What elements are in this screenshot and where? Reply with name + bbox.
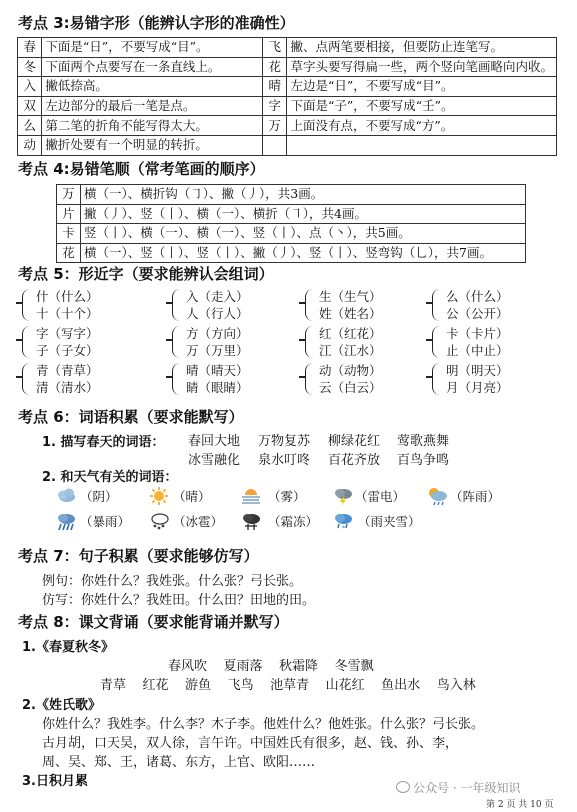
poem-3-title: 3.日积月累 [22,774,88,789]
section-3-heading: 考点 3:易错字形（能辨认字形的准确性） [18,14,295,32]
poem-2-line-1: 你姓什么？我姓李。什么李？木子李。他姓什么？他姓张。什么张？弓长张。 [42,717,485,732]
glyph-row [18,116,557,136]
spring-words-label: 1. 描写春天的词语： [42,435,165,450]
brace-icon [22,363,32,395]
rainstorm-icon [55,511,77,531]
glyph-note: 上面没有点，不要写成“方”。 [287,116,557,136]
similar-char-word: 睛（眼睛） [186,380,249,395]
brace-icon [22,326,32,358]
weather-word: （阵雨） [450,489,501,504]
glyph-char: 么 [18,116,42,136]
stroke-row [57,185,526,205]
poem-1-title: 1.《春夏秋冬》 [22,640,114,655]
svg-text:*: * [342,525,345,531]
hail-icon [148,511,170,531]
brace-icon [172,363,182,395]
similar-char-word: 么（什么） [446,289,509,304]
similar-char-word: 动（动物） [319,363,382,378]
glyph-row [18,135,557,155]
similar-char-word: 什（什么） [36,289,99,304]
glyph-row [18,57,557,77]
frost-icon [240,511,262,531]
easy-mistake-glyph-table [17,37,557,156]
similar-char-word: 字（写字） [36,326,99,341]
stroke-row [57,204,526,224]
glyph-char: 入 [18,77,42,97]
similar-char-pair [305,361,435,397]
glyph-char: 动 [18,135,42,155]
similar-char-pair [172,361,302,397]
similar-char-word: 青（青草） [36,363,99,378]
wechat-icon [396,781,410,793]
glyph-char: 春 [18,38,42,58]
similar-char-word: 十（十个） [36,306,99,321]
poem-1-line-1: 春风吹 夏雨落 秋霜降 冬雪飘 [168,659,374,674]
section-5-heading: 考点 5：形近字（要求能辨认会组词） [18,265,274,283]
similar-char-word: 月（月亮） [446,380,509,395]
example-sentence: 例句：你姓什么？我姓张。什么张？弓长张。 [42,574,303,589]
poem-2-title: 2.《姓氏歌》 [22,698,101,713]
weather-word: （阴） [80,489,118,504]
similar-char-word: 红（红花） [319,326,382,341]
section-4-heading: 考点 4:易错笔顺（常考笔画的顺序） [18,160,265,178]
glyph-note: 下面是“子”，不要写成“壬”。 [287,96,557,116]
glyph-char [263,135,287,155]
stroke-order: 竖（丨）、横（一）、横（一）、竖（丨）、点（丶），共5画。 [81,224,526,244]
brace-icon [432,326,442,358]
glyph-row [18,38,557,58]
glyph-char: 花 [263,57,287,77]
similar-char-word: 公（公开） [446,306,509,321]
similar-char-pair [172,287,302,323]
shower-icon [426,486,448,506]
stroke-char: 卡 [57,224,81,244]
weather-word: （暴雨） [80,514,131,529]
glyph-note: 左边是“日”，不要写成“目”。 [287,77,557,97]
glyph-note [287,135,557,155]
cloudy-icon [55,486,77,506]
similar-char-word: 止（中止） [446,343,509,358]
page-number: 第 2 页 共 10 页 [486,800,554,810]
weather-word: （雨夹雪） [358,514,421,529]
brace-icon [305,289,315,321]
similar-char-pair [22,287,152,323]
glyph-note: 第二笔的折角不能写得太大。 [42,116,263,136]
fog-icon [240,486,262,506]
spring-word: 万物复苏 [258,434,311,449]
stroke-order-table [56,184,526,263]
similar-char-word: 姓（姓名） [319,306,382,321]
stroke-char: 片 [57,204,81,224]
stroke-order: 撇（丿）、竖（丨）、横（一）、横折（㇕），共4画。 [81,204,526,224]
glyph-note: 撇低捺高。 [42,77,263,97]
similar-char-word: 方（方向） [186,326,249,341]
weather-word: （晴） [173,489,211,504]
brace-icon [22,289,32,321]
brace-icon [172,289,182,321]
glyph-char: 晴 [263,77,287,97]
similar-char-word: 生（生气） [319,289,382,304]
glyph-note: 撇折处要有一个明显的转折。 [42,135,263,155]
similar-char-pair [22,324,152,360]
brace-icon [432,363,442,395]
similar-char-word: 江（江水） [319,343,382,358]
similar-char-word: 子（子女） [36,343,99,358]
glyph-char: 飞 [263,38,287,58]
similar-char-pair [305,287,435,323]
glyph-note: 左边部分的最后一笔是点。 [42,96,263,116]
poem-1-line-2: 青草 红花 游鱼 飞鸟 池草青 山花红 鱼出水 鸟入林 [100,678,476,693]
similar-char-pair [22,361,152,397]
spring-word: 百鸟争鸣 [397,453,450,468]
brace-icon [305,363,315,395]
thunder-icon [332,486,354,506]
spring-word: 莺歌燕舞 [397,434,450,449]
section-8-heading: 考点 8：课文背诵（要求能背诵并默写） [18,613,289,631]
stroke-order: 横（一）、横折钩（㇆）、撇（丿），共3画。 [81,185,526,205]
glyph-row [18,77,557,97]
imitation-sentence: 仿写：你姓什么？我姓田。什么田？田地的田。 [42,593,316,608]
glyph-note: 草字头要写得扁一些，两个竖向笔画略向内收。 [287,57,557,77]
spring-word: 冰雪融化 [188,453,241,468]
stroke-row [57,243,526,263]
glyph-char: 冬 [18,57,42,77]
glyph-note: 下面两个点要写在一条直线上。 [42,57,263,77]
similar-char-pair [432,361,562,397]
stroke-row [57,224,526,244]
glyph-note: 下面是“日”，不要写成“目”。 [42,38,263,58]
weather-word: （霜冻） [268,514,319,529]
similar-char-word: 晴（晴天） [186,363,249,378]
sleet-icon [332,511,354,531]
similar-char-word: 卡（卡片） [446,326,509,341]
spring-word: 柳绿花红 [328,434,381,449]
weather-word: （雷电） [355,489,406,504]
similar-char-pair [305,324,435,360]
weather-word: （雾） [268,489,306,504]
glyph-note: 撇、点两笔要相接，但要防止连笔写。 [287,38,557,58]
stroke-order: 横（一）、竖（丨）、竖（丨）、撇（丿）、竖（丨）、竖弯钩（乚），共7画。 [81,243,526,263]
glyph-char: 双 [18,96,42,116]
glyph-row [18,96,557,116]
spring-word: 春回大地 [188,434,241,449]
weather-word: （冰雹） [173,514,224,529]
similar-char-word: 明（明天） [446,363,509,378]
similar-char-pair [172,324,302,360]
glyph-char: 字 [263,96,287,116]
similar-char-word: 清（清水） [36,380,99,395]
spring-word: 百花齐放 [328,453,381,468]
poem-2-line-2: 古月胡，口天吴，双人徐，言午许。中国姓氏有很多，赵、钱、孙、李， [42,736,459,751]
similar-char-word: 入（走入） [186,289,249,304]
brace-icon [432,289,442,321]
wechat-brand-watermark: 公众号 · 一年级知识 [396,779,520,796]
similar-char-pair [432,324,562,360]
similar-char-pair [432,287,562,323]
section-7-heading: 考点 7：句子积累（要求能够仿写） [18,547,259,565]
brace-icon [305,326,315,358]
spring-word: 泉水叮咚 [258,453,311,468]
poem-2-line-3: 周、吴、郑、王，诸葛、东方，上官、欧阳…… [42,755,316,770]
similar-char-word: 万（万里） [186,343,249,358]
brace-icon [172,326,182,358]
similar-char-word: 云（白云） [319,380,382,395]
weather-words-label: 2. 和天气有关的词语： [42,470,178,485]
section-6-heading: 考点 6：词语积累（要求能默写） [18,408,244,426]
similar-char-word: 人（行人） [186,306,249,321]
stroke-char: 万 [57,185,81,205]
glyph-char: 万 [263,116,287,136]
sunny-icon [148,486,170,506]
stroke-char: 花 [57,243,81,263]
